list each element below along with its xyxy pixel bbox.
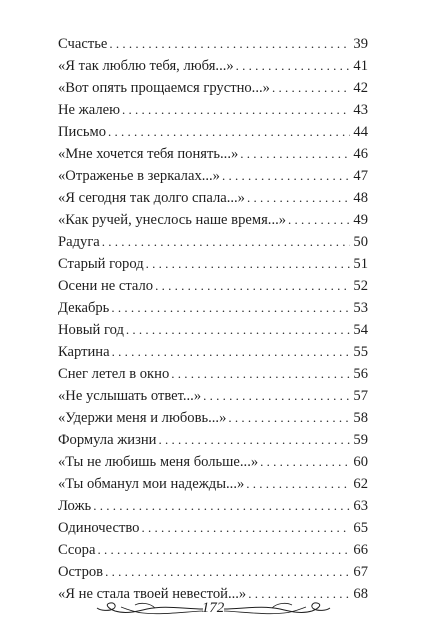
toc-dot-leader: [112, 341, 350, 363]
toc-dot-leader: [246, 473, 350, 495]
toc-entry-title: Не жалею: [58, 102, 121, 118]
toc-entry-page: 66: [353, 542, 368, 558]
toc-entry-title: Письмо: [58, 124, 107, 140]
page-footer: [0, 594, 427, 624]
toc-entry-page: 53: [353, 300, 368, 316]
toc-entry-title: Осени не стало: [58, 278, 154, 294]
toc-entry: [58, 451, 368, 473]
toc-entry-title: «Я не стала твоей невестой...»: [58, 586, 247, 602]
toc-entry: [58, 561, 368, 583]
toc-entry-title: «Я так люблю тебя, любя...»: [58, 58, 234, 74]
toc-entry-page: 46: [353, 146, 368, 162]
toc-entry-title: «Ты обманул мои надежды...»: [58, 476, 245, 492]
page-number: 172: [201, 600, 225, 616]
toc-entry-title: «Мне хочется тебя понять...»: [58, 146, 239, 162]
toc-entry: [58, 143, 368, 165]
toc-entry-page: 67: [353, 564, 368, 580]
toc-entry-title: Декабрь: [58, 300, 110, 316]
toc-dot-leader: [158, 429, 350, 451]
toc-dot-leader: [260, 451, 350, 473]
toc-dot-leader: [108, 121, 350, 143]
flourish-ornament-right-icon: [222, 599, 332, 619]
toc-dot-leader: [102, 231, 350, 253]
toc-entry: [58, 165, 368, 187]
toc-entry: [58, 429, 368, 451]
toc-dot-leader: [240, 143, 350, 165]
toc-entry: [58, 385, 368, 407]
toc-entry-page: 50: [353, 234, 368, 250]
toc-entry: [58, 495, 368, 517]
toc-entry-title: Ссора: [58, 542, 96, 558]
toc-entry: [58, 517, 368, 539]
toc-entry: [58, 55, 368, 77]
toc-entry: [58, 253, 368, 275]
toc-dot-leader: [111, 297, 350, 319]
toc-entry-page: 63: [353, 498, 368, 514]
toc-entry: [58, 407, 368, 429]
toc-entry-page: 49: [353, 212, 368, 228]
toc-dot-leader: [171, 363, 350, 385]
toc-entry-title: Остров: [58, 564, 104, 580]
toc-entry-page: 42: [353, 80, 368, 96]
toc-dot-leader: [203, 385, 350, 407]
toc-entry: [58, 33, 368, 55]
toc-entry: [58, 187, 368, 209]
toc-entry-title: Новый год: [58, 322, 124, 338]
toc-entry-title: Картина: [58, 344, 110, 360]
toc-entry-title: Старый город: [58, 256, 144, 272]
toc-dot-leader: [146, 253, 350, 275]
toc-entry-title: Радуга: [58, 234, 100, 250]
toc-entry-title: «Отраженье в зеркалах...»: [58, 168, 220, 184]
toc-entry-title: Формула жизни: [58, 432, 157, 448]
toc-entry: [58, 275, 368, 297]
toc-entry-page: 48: [353, 190, 368, 206]
toc-dot-leader: [222, 165, 350, 187]
toc-dot-leader: [141, 517, 350, 539]
toc-entry-page: 52: [353, 278, 368, 294]
flourish-ornament-left-icon: [95, 599, 205, 619]
toc-dot-leader: [288, 209, 350, 231]
toc-dot-leader: [126, 319, 350, 341]
toc-dot-leader: [236, 55, 350, 77]
toc-entry: [58, 341, 368, 363]
toc-entry-page: 58: [353, 410, 368, 426]
toc-entry-title: Ложь: [58, 498, 92, 514]
toc-dot-leader: [109, 33, 350, 55]
toc-entry-title: «Не услышать ответ...»: [58, 388, 202, 404]
toc-entry-page: 54: [353, 322, 368, 338]
toc-entry: [58, 319, 368, 341]
toc-entry-title: «Ты не любишь меня больше...»: [58, 454, 259, 470]
toc-entry-page: 51: [353, 256, 368, 272]
toc-entry-title: «Удержи меня и любовь...»: [58, 410, 227, 426]
toc-entry-page: 57: [353, 388, 368, 404]
toc-entry-title: «Вот опять прощаемся грустно...»: [58, 80, 270, 96]
toc-entry: [58, 473, 368, 495]
toc-entry-page: 59: [353, 432, 368, 448]
toc-entry-page: 56: [353, 366, 368, 382]
toc-entry: [58, 297, 368, 319]
toc-dot-leader: [272, 77, 350, 99]
toc-dot-leader: [97, 539, 350, 561]
toc-entry-title: «Как ручей, унеслось наше время...»: [58, 212, 287, 228]
toc-entry-page: 65: [353, 520, 368, 536]
table-of-contents: [58, 33, 368, 605]
toc-entry-page: 60: [353, 454, 368, 470]
toc-entry-page: 68: [353, 586, 368, 602]
toc-entry: [58, 99, 368, 121]
toc-dot-leader: [105, 561, 350, 583]
toc-entry: [58, 231, 368, 253]
toc-entry-title: Одиночество: [58, 520, 140, 536]
toc-dot-leader: [228, 407, 350, 429]
toc-entry-page: 47: [353, 168, 368, 184]
toc-entry-title: Счастье: [58, 36, 108, 52]
toc-dot-leader: [122, 99, 350, 121]
toc-entry-page: 44: [353, 124, 368, 140]
toc-dot-leader: [155, 275, 350, 297]
toc-entry: [58, 121, 368, 143]
toc-entry: [58, 539, 368, 561]
toc-entry-page: 43: [353, 102, 368, 118]
toc-entry-page: 62: [353, 476, 368, 492]
toc-entry-page: 39: [353, 36, 368, 52]
toc-entry-title: Снег летел в окно: [58, 366, 170, 382]
toc-entry: [58, 77, 368, 99]
toc-entry: [58, 209, 368, 231]
toc-dot-leader: [93, 495, 350, 517]
toc-entry: [58, 363, 368, 385]
toc-entry-title: «Я сегодня так долго спала...»: [58, 190, 245, 206]
toc-dot-leader: [247, 187, 350, 209]
toc-entry-page: 55: [353, 344, 368, 360]
toc-entry-page: 41: [353, 58, 368, 74]
